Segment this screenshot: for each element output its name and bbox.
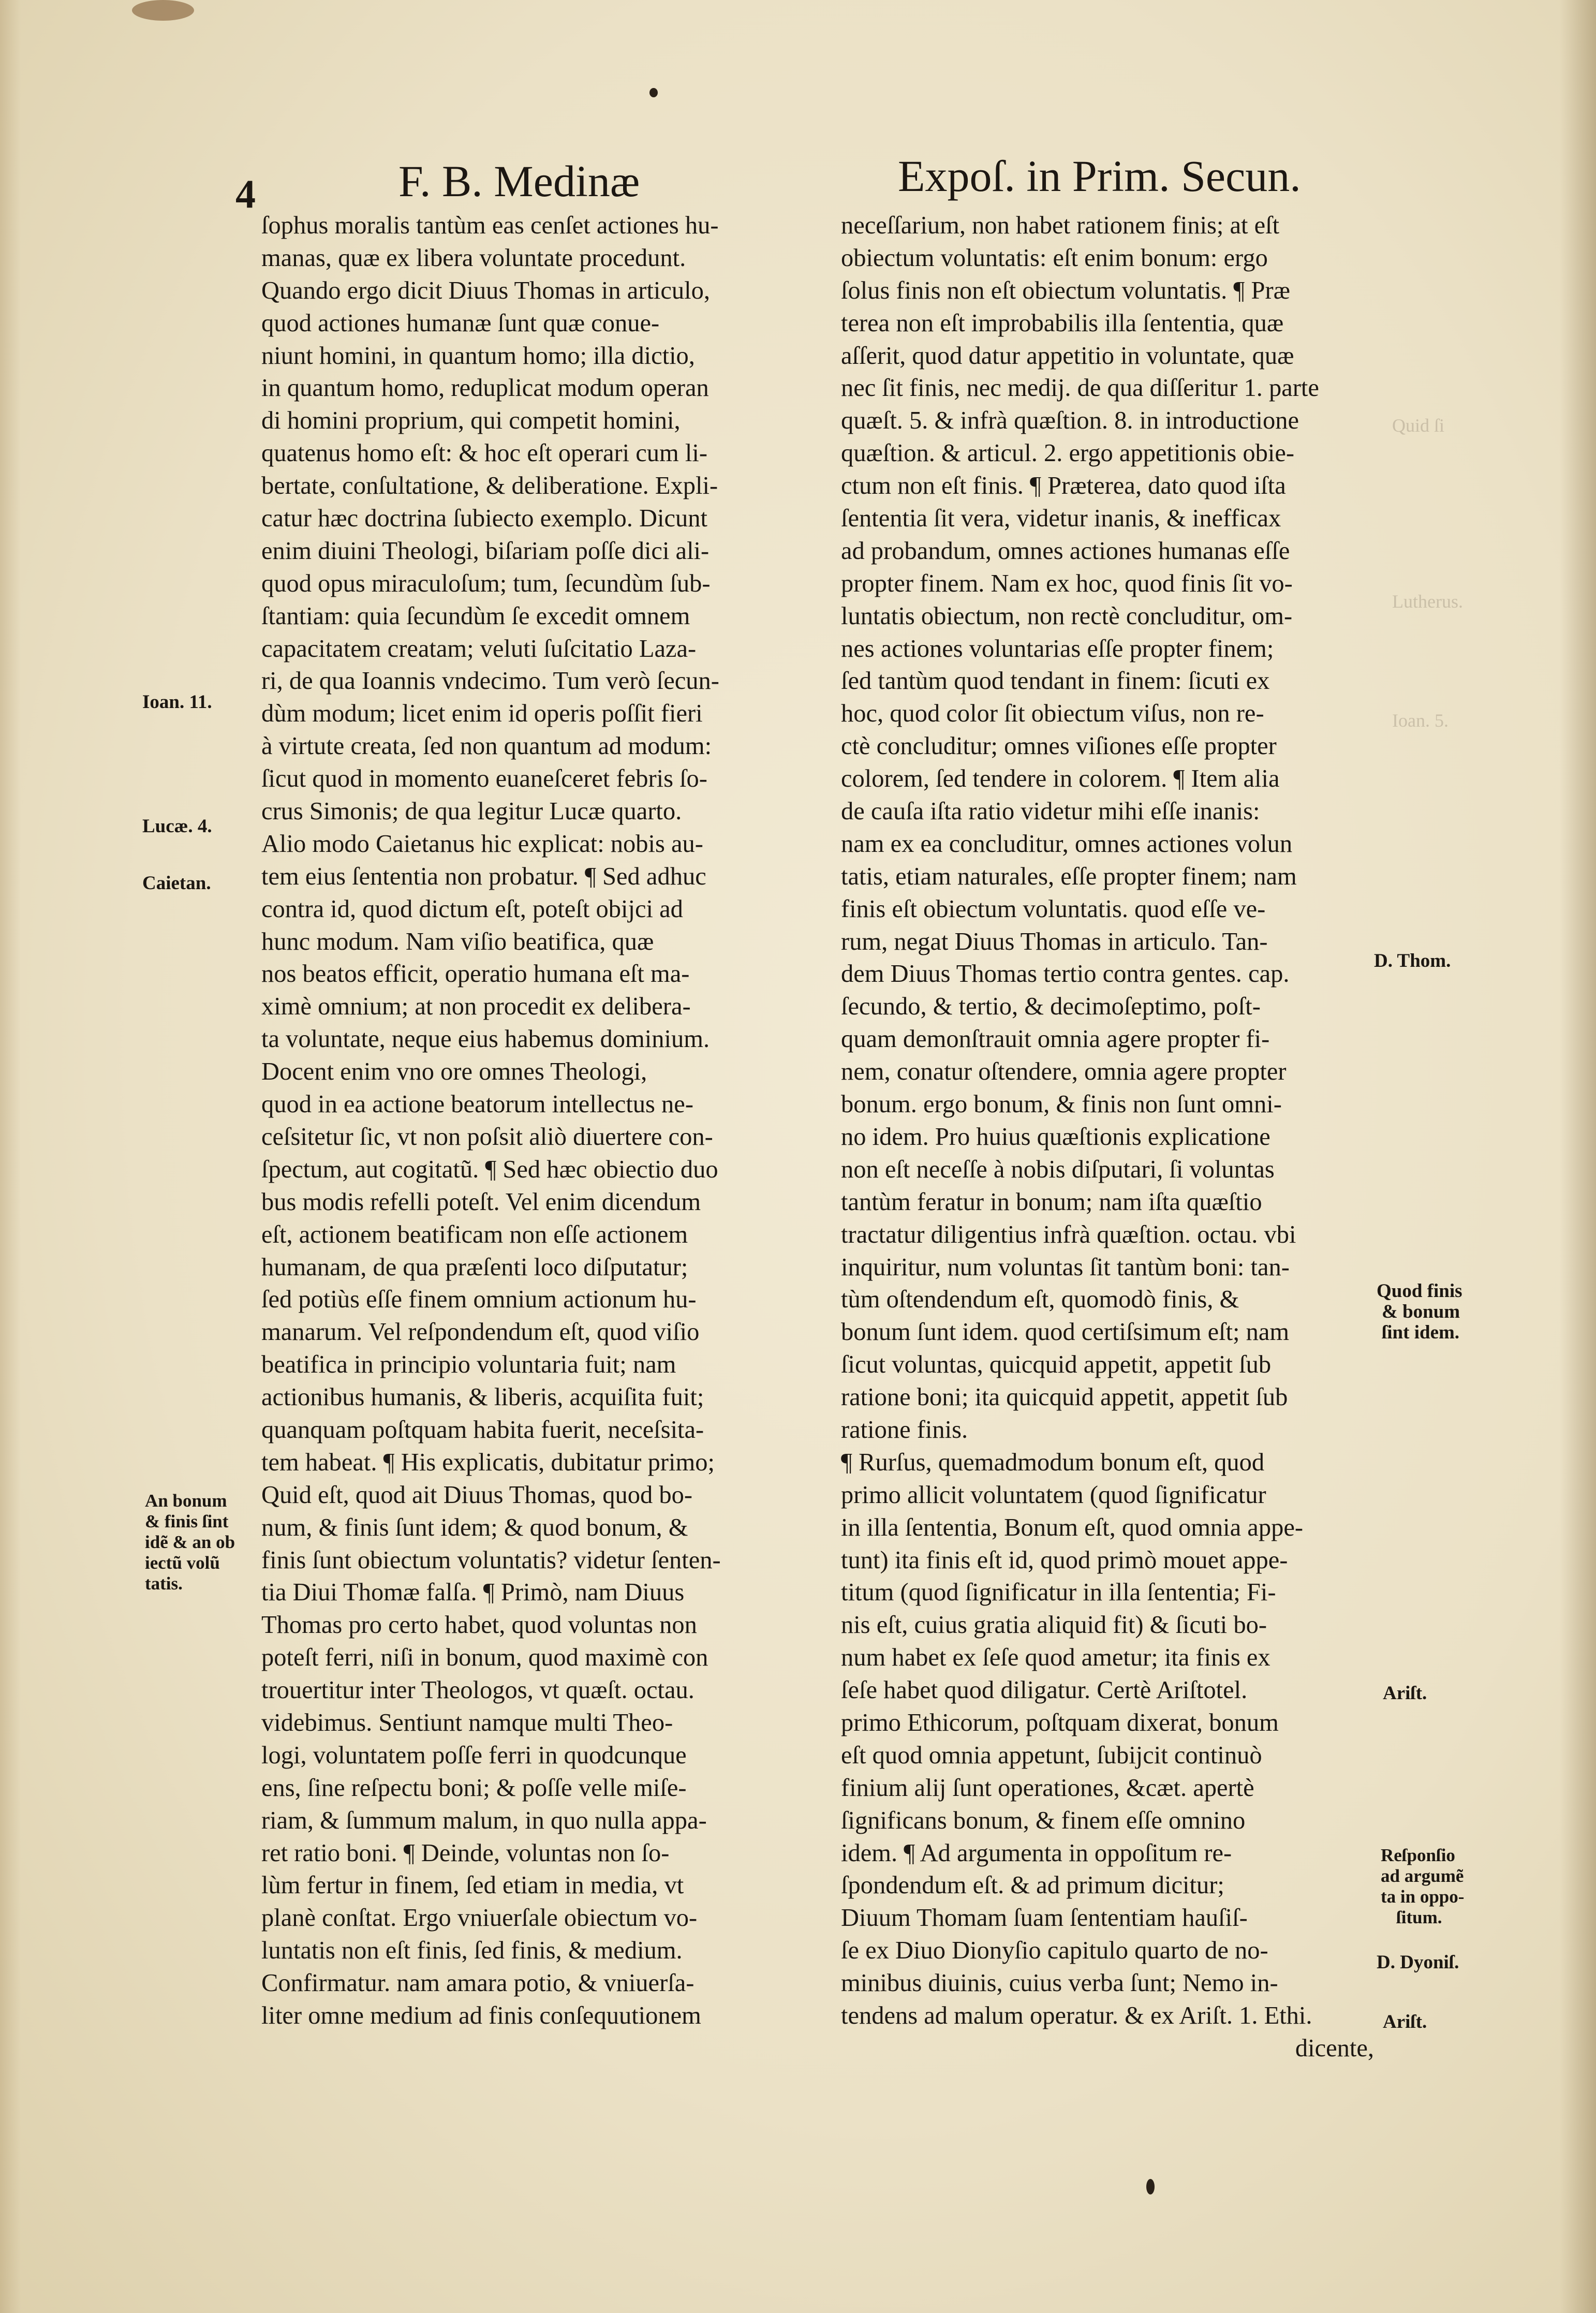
text-line: tem habeat. ¶ His explicatis, dubitatur primo; bbox=[261, 1448, 715, 1476]
text-line: eſt quod omnia appetunt, ſubijcit continuò bbox=[841, 1741, 1262, 1769]
running-head-right: Expoſ. in Prim. Secun. bbox=[898, 151, 1301, 201]
text-line: finis ſunt obiectum voluntatis? videtur ſenten- bbox=[261, 1546, 721, 1574]
bleed-through-text: Lutherus. bbox=[1392, 591, 1463, 612]
text-line: ſententia ſit vera, videtur inanis, & inefficax bbox=[841, 505, 1281, 533]
text-line: luntatis non eſt finis, ſed finis, & medium. bbox=[261, 1937, 683, 1965]
text-line: aſſerit, quod datur appetitio in voluntate, quæ bbox=[841, 342, 1294, 370]
text-line: ximè omnium; at non procedit ex delibera- bbox=[261, 993, 691, 1021]
text-line: quæſtion. & articul. 2. ergo appetitionis obie- bbox=[841, 439, 1295, 467]
text-line: Confirmatur. nam amara potio, & vniuerſa- bbox=[261, 1969, 694, 1997]
text-line: tantùm feratur in bonum; nam iſta quæſtio bbox=[841, 1188, 1262, 1216]
text-line: ſed potiùs eſſe finem omnium actionum hu- bbox=[261, 1286, 697, 1314]
text-line: ret ratio boni. ¶ Deinde, voluntas non ſo- bbox=[261, 1839, 670, 1867]
margin-note-lucae: Lucæ. 4. bbox=[142, 816, 212, 837]
text-line: inquiritur, num voluntas ſit tantùm boni: tan- bbox=[841, 1253, 1290, 1281]
text-line: Diuum Thomam ſuam ſententiam hauſiſ- bbox=[841, 1904, 1248, 1932]
text-line: dicente, bbox=[1295, 2034, 1374, 2062]
text-line: hunc modum. Nam viſio beatifica, quæ bbox=[261, 927, 654, 955]
text-line: de cauſa iſta ratio videtur mihi eſſe inanis: bbox=[841, 798, 1260, 826]
text-line: ſpectum, aut cogitatũ. ¶ Sed hæc obiectio duo bbox=[261, 1155, 718, 1183]
text-line: di homini proprium, qui competit homini, bbox=[261, 407, 681, 435]
text-line: colorem, ſed tendere in colorem. ¶ Item alia bbox=[841, 765, 1280, 793]
text-line: poteſt ferri, niſi in bonum, quod maximè con bbox=[261, 1644, 708, 1672]
text-line: crus Simonis; de qua legitur Lucæ quarto. bbox=[261, 798, 682, 826]
text-line: ſophus moralis tantùm eas cenſet actiones hu- bbox=[261, 212, 719, 239]
text-line: ¶ Rurſus, quemadmodum bonum eſt, quod bbox=[841, 1448, 1265, 1476]
text-line: trouertitur inter Theologos, vt quæſt. octau. bbox=[261, 1676, 694, 1704]
text-line: in quantum homo, reduplicat modum operan bbox=[261, 374, 709, 402]
text-line: primo Ethicorum, poſtquam dixerat, bonum bbox=[841, 1708, 1279, 1736]
running-head-left: F. B. Medinæ bbox=[398, 156, 640, 206]
text-line: lùm fertur in finem, ſed etiam in media, vt bbox=[261, 1872, 684, 1899]
text-line: primo allicit voluntatem (quod ſignificatur bbox=[841, 1481, 1266, 1509]
text-line: enim diuini Theologi, biſariam poſſe dici ali- bbox=[261, 537, 710, 565]
ink-dot bbox=[649, 88, 658, 97]
text-line: ſtantiam: quia ſecundùm ſe excedit omnem bbox=[261, 602, 690, 630]
text-line: ratione boni; ita quicquid appetit, appetit ſub bbox=[841, 1383, 1288, 1411]
text-line: manas, quæ ex libera voluntate procedunt. bbox=[261, 244, 686, 272]
text-line: dem Diuus Thomas tertio contra gentes. cap. bbox=[841, 960, 1290, 988]
text-line: nem, conatur oſtendere, omnia agere propter bbox=[841, 1058, 1287, 1086]
text-line: nes actiones voluntarias eſſe propter finem; bbox=[841, 635, 1274, 662]
page-number: 4 bbox=[235, 171, 256, 216]
text-line: Alio modo Caietanus hic explicat: nobis au- bbox=[261, 830, 703, 858]
text-line: ſecundo, & tertio, & decimoſeptimo, poſt- bbox=[841, 993, 1261, 1021]
text-line: ta voluntate, neque eius habemus dominium. bbox=[261, 1025, 710, 1053]
text-line: ſicut quod in momento euaneſceret febris ſo- bbox=[261, 765, 707, 793]
text-line: finium alij ſunt operationes, &cæt. apertè bbox=[841, 1774, 1254, 1802]
margin-note-quod-finis: Quod finis & bonum ſint idem. bbox=[1377, 1280, 1462, 1343]
text-line: ratione finis. bbox=[841, 1416, 968, 1443]
text-line: terea non eſt improbabilis illa ſententia, quæ bbox=[841, 309, 1284, 337]
text-line: nis eſt, cuius gratia aliquid fit) & ſicuti bo- bbox=[841, 1611, 1267, 1639]
text-line: liter omne medium ad finis conſequutionem bbox=[261, 2001, 701, 2029]
text-line: quatenus homo eſt: & hoc eſt operari cum li- bbox=[261, 439, 707, 467]
text-line: no idem. Pro huius quæſtionis explicatione bbox=[841, 1123, 1270, 1151]
bleed-through-text: Quid ſi bbox=[1392, 415, 1445, 436]
text-line: quæſt. 5. & infrà quæſtion. 8. in introductione bbox=[841, 407, 1299, 435]
text-line: nam ex ea concluditur, omnes actiones volun bbox=[841, 830, 1293, 858]
text-column-right bbox=[841, 210, 1374, 2065]
text-line: propter finem. Nam ex hoc, quod finis ſit vo- bbox=[841, 569, 1293, 597]
text-line: niunt homini, in quantum homo; illa dictio, bbox=[261, 342, 695, 370]
margin-note-arist: Ariſt. bbox=[1383, 2011, 1427, 2032]
text-line: à virtute creata, ſed non quantum ad modum: bbox=[261, 732, 712, 760]
text-line: num, & finis ſunt idem; & quod bonum, & bbox=[261, 1513, 688, 1541]
text-line: Quando ergo dicit Diuus Thomas in articulo, bbox=[261, 276, 711, 304]
margin-note-caietan: Caietan. bbox=[142, 873, 211, 894]
text-line: finis eſt obiectum voluntatis. quod eſſe ve- bbox=[841, 895, 1266, 923]
text-line: tùm oſtendendum eſt, quomodò finis, & bbox=[841, 1286, 1239, 1314]
text-line: beatifica in principio voluntaria fuit; nam bbox=[261, 1351, 676, 1379]
ink-stain bbox=[132, 0, 194, 21]
text-line: videbimus. Sentiunt namque multi Theo- bbox=[261, 1708, 673, 1736]
text-line: idem. ¶ Ad argumenta in oppoſitum re- bbox=[841, 1839, 1232, 1867]
margin-note-an-bonum: An bonum & finis ſint idẽ & an ob iectũ volũ tatis. bbox=[145, 1491, 235, 1594]
text-line: tendens ad malum operatur. & ex Ariſt. 1. Ethi. bbox=[841, 2001, 1312, 2029]
text-line: obiectum voluntatis: eſt enim bonum: ergo bbox=[841, 244, 1268, 272]
margin-note-dthom: D. Thom. bbox=[1374, 950, 1451, 971]
text-line: ens, ſine reſpectu boni; & poſſe velle miſe- bbox=[261, 1774, 687, 1802]
text-line: ctè concluditur; omnes viſiones eſſe propter bbox=[841, 732, 1277, 760]
text-line: bertate, conſultatione, & deliberatione. Expli- bbox=[261, 472, 718, 500]
text-line: num habet ex ſeſe quod ametur; ita finis ex bbox=[841, 1644, 1270, 1672]
text-line: bonum. ergo bonum, & finis non ſunt omni- bbox=[841, 1091, 1282, 1118]
text-line: catur hæc doctrina ſubiecto exemplo. Dicunt bbox=[261, 505, 707, 533]
margin-note-arist: Ariſt. bbox=[1383, 1683, 1427, 1704]
ink-dot bbox=[1146, 2179, 1155, 2194]
text-line: actionibus humanis, & liberis, acquiſita fuit; bbox=[261, 1383, 704, 1411]
bleed-through-text: Ioan. 5. bbox=[1392, 710, 1449, 731]
text-line: quanquam poſtquam habita fuerit, neceſsita- bbox=[261, 1416, 704, 1443]
text-line: tia Diui Thomæ falſa. ¶ Primò, nam Diuus bbox=[261, 1579, 685, 1607]
text-line: nos beatos efficit, operatio humana eſt ma- bbox=[261, 960, 690, 988]
text-line: Thomas pro certo habet, quod voluntas non bbox=[261, 1611, 697, 1639]
text-line: ſeſe habet quod diligatur. Certè Ariſtotel. bbox=[841, 1676, 1248, 1704]
margin-note-dyonis: D. Dyoniſ. bbox=[1377, 1952, 1459, 1973]
text-line: planè conſtat. Ergo vniuerſale obiectum vo- bbox=[261, 1904, 698, 1932]
text-line: bus modis refelli poteſt. Vel enim dicendum bbox=[261, 1188, 701, 1216]
text-line: luntatis obiectum, non rectè concluditur, om- bbox=[841, 602, 1293, 630]
text-line: non eſt neceſſe à nobis diſputari, ſi voluntas bbox=[841, 1155, 1275, 1183]
text-line: quod actiones humanæ ſunt quæ conue- bbox=[261, 309, 660, 337]
text-line: ceſsitetur ſic, vt non poſsit aliò diuertere con- bbox=[261, 1123, 713, 1151]
text-line: quod in ea actione beatorum intellectus ne- bbox=[261, 1091, 693, 1118]
text-line: Docent enim vno ore omnes Theologi, bbox=[261, 1058, 647, 1086]
text-line: contra id, quod dictum eſt, poteſt obijci ad bbox=[261, 895, 683, 923]
text-line: ſignificans bonum, & finem eſſe omnino bbox=[841, 1806, 1246, 1834]
text-line: ſe ex Diuo Dionyſio capitulo quarto de no- bbox=[841, 1937, 1268, 1965]
text-line: quod opus miraculoſum; tum, ſecundùm ſub- bbox=[261, 569, 711, 597]
text-line: dùm modum; licet enim id operis poſſit fieri bbox=[261, 700, 703, 728]
text-line: minibus diuinis, cuius verba ſunt; Nemo in- bbox=[841, 1969, 1278, 1997]
text-line: ſpondendum eſt. & ad primum dicitur; bbox=[841, 1872, 1224, 1899]
text-line: riam, & ſummum malum, in quo nulla appa- bbox=[261, 1806, 707, 1834]
text-line: ſicut voluntas, quicquid appetit, appetit ſub bbox=[841, 1351, 1272, 1379]
text-line: in illa ſententia, Bonum eſt, quod omnia appe- bbox=[841, 1513, 1304, 1541]
margin-note-responsio: Reſponſio ad argumẽ ta in oppo- ſitum. bbox=[1381, 1845, 1465, 1927]
text-line: ri, de qua Ioannis vndecimo. Tum verò ſecun- bbox=[261, 667, 719, 695]
text-line: tunt) ita finis eſt id, quod primò mouet appe- bbox=[841, 1546, 1288, 1574]
text-line: nec ſit finis, nec medij. de qua diſſeritur 1. parte bbox=[841, 374, 1319, 402]
text-line: tractatur diligentius infrà quæſtion. octau. vbi bbox=[841, 1220, 1296, 1248]
text-line: logi, voluntatem poſſe ferri in quodcunque bbox=[261, 1741, 687, 1769]
margin-note-ioan: Ioan. 11. bbox=[142, 691, 212, 713]
text-line: tem eius ſententia non probatur. ¶ Sed adhuc bbox=[261, 862, 706, 890]
text-line: bonum ſunt idem. quod certiſsimum eſt; nam bbox=[841, 1318, 1290, 1346]
text-line: ad probandum, omnes actiones humanas eſſe bbox=[841, 537, 1290, 565]
text-line: capacitatem creatam; veluti ſuſcitatio Laza- bbox=[261, 635, 697, 662]
text-line: eſt, actionem beatificam non eſſe actionem bbox=[261, 1220, 688, 1248]
text-line: manarum. Vel reſpondendum eſt, quod viſio bbox=[261, 1318, 700, 1346]
text-line: humanam, de qua præſenti loco diſputatur; bbox=[261, 1253, 688, 1281]
text-line: titum (quod ſignificatur in illa ſententia; Fi- bbox=[841, 1579, 1276, 1607]
text-line: neceſſarium, non habet rationem finis; at eſt bbox=[841, 212, 1280, 239]
text-line: hoc, quod color ſit obiectum viſus, non re- bbox=[841, 700, 1264, 728]
text-line: Quid eſt, quod ait Diuus Thomas, quod bo- bbox=[261, 1481, 692, 1509]
text-column-left bbox=[261, 210, 802, 2032]
text-line: tatis, etiam naturales, eſſe propter finem; nam bbox=[841, 862, 1297, 890]
text-line: quam demonſtrauit omnia agere propter fi- bbox=[841, 1025, 1270, 1053]
text-line: ctum non eſt finis. ¶ Præterea, dato quod iſta bbox=[841, 472, 1286, 500]
text-line: ſed tantùm quod tendant in finem: ſicuti ex bbox=[841, 667, 1270, 695]
text-line: ſolus finis non eſt obiectum voluntatis. ¶ Præ bbox=[841, 276, 1291, 304]
text-line: rum, negat Diuus Thomas in articulo. Tan- bbox=[841, 927, 1268, 955]
